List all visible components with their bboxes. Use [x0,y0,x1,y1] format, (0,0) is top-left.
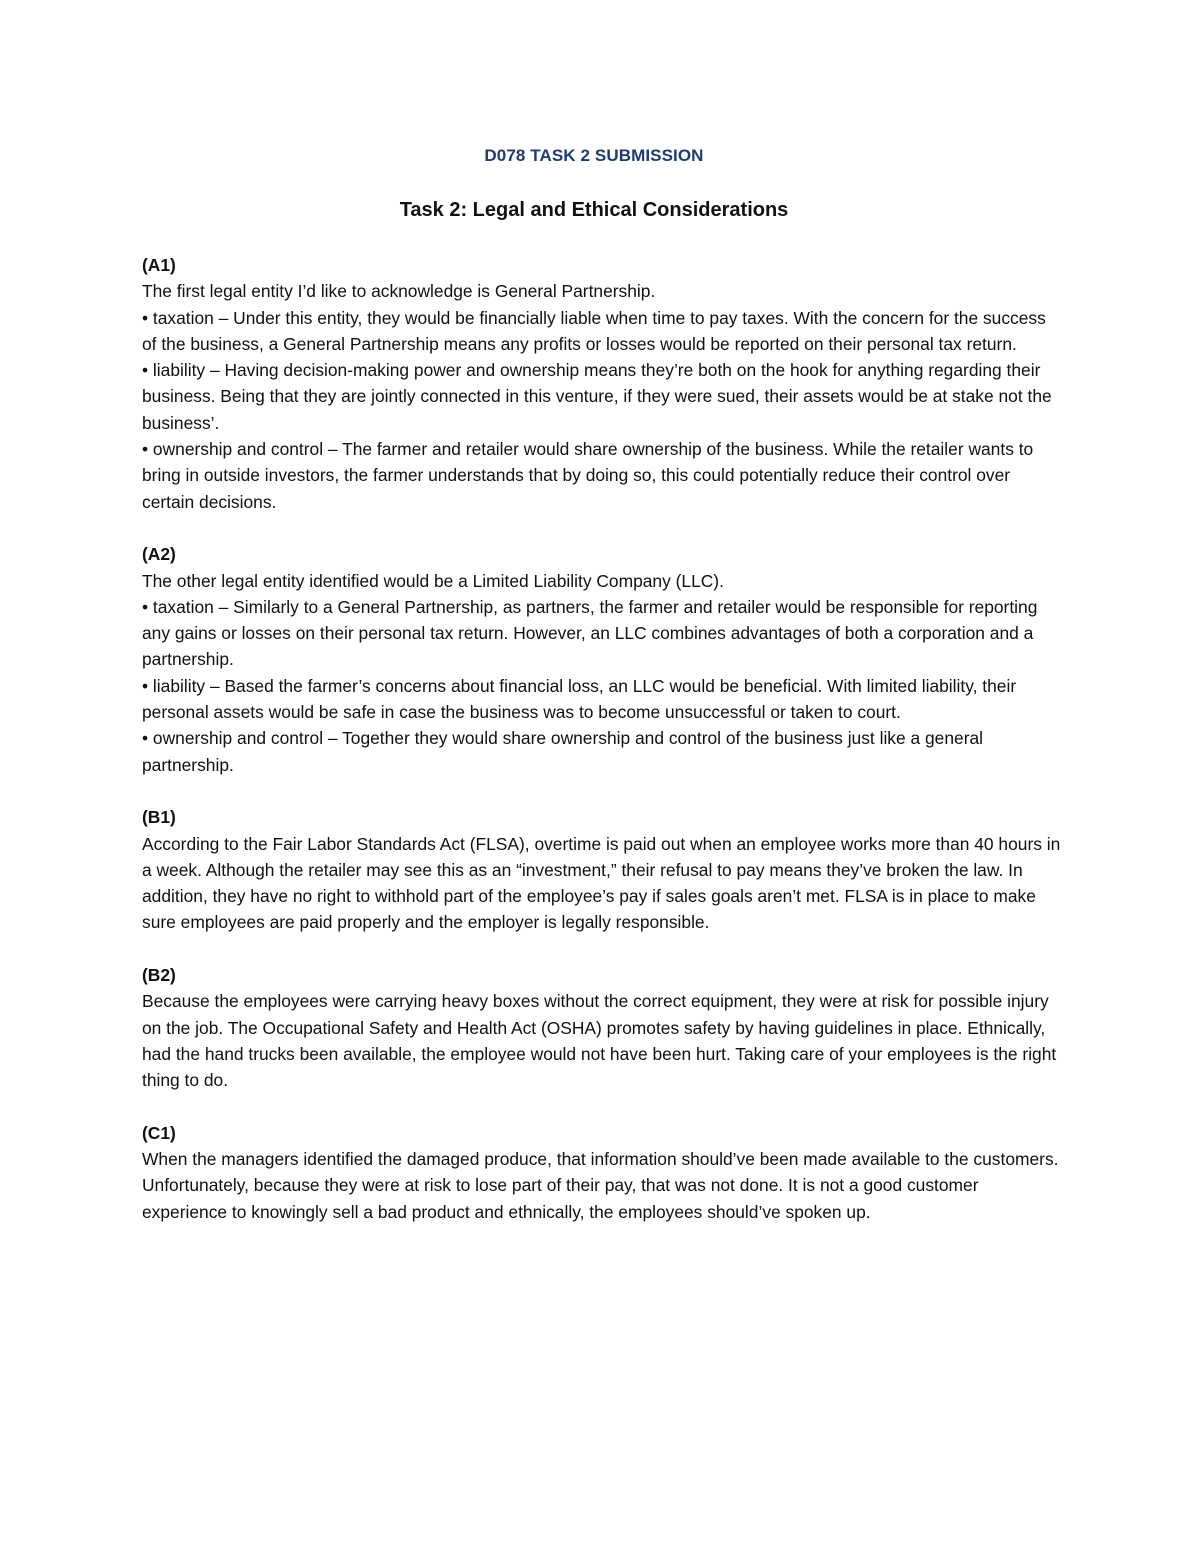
section-c1-label: (C1) [142,1122,176,1143]
bullet-icon: • [142,596,153,617]
section-b1 [142,804,1062,935]
bullet-text: ownership and control – The farmer and retailer would share ownership of the business. While the retailer wants to bring in outside investors, the farmer understands that by doing so, this could potentially reduce their control over certain decisions. [142,439,1034,512]
document-label: D078 TASK 2 SUBMISSION [484,146,704,165]
section-a2-bullet-taxation [142,594,1062,673]
section-b1-text: According to the Fair Labor Standards Act (FLSA), overtime is paid out when an employee works more than 40 hours in a week. Although the retailer may see this as an “investment,” their refusal to pay means they’ve broken the law. In addition, they have no right to withhold part of the employee’s pay if sales goals aren’t met. FLSA is in place to make sure employees are paid properly and the employer is legally responsible. [142,833,1061,933]
bullet-text: liability – Based the farmer’s concerns about financial loss, an LLC would be beneficial. With limited liability, their personal assets would be safe in case the business was to become unsuccessful or taken to court. [142,675,1017,723]
bullet-icon: • [142,728,153,749]
section-a1-bullet-liability [142,357,1062,436]
bullet-text: taxation – Under this entity, they would be financially liable when time to pay taxes. With the concern for the success of the business, a General Partnership means any profits or losses would be reported on their personal tax return. [142,307,1046,354]
bullet-icon: • [142,307,153,328]
bullet-text: ownership and control – Together they would share ownership and control of the business just like a general partnership. [142,728,984,775]
bullet-icon: • [142,675,153,696]
document-title: Task 2: Legal and Ethical Considerations [399,199,789,221]
section-a1-label: (A1) [142,255,176,275]
section-b2-text: Because the employees were carrying heavy boxes without the correct equipment, they were at risk for possible injury on the job. The Occupational Safety and Health Act (OSHA) promotes safety by having guidelines in place. Ethnically, had the hand trucks been available, the employee would not have been hurt. Taking care of your employees is the right thing to do. [142,991,1057,1091]
section-c1-text: When the managers identified the damaged produce, that information should’ve been made available to the customers. Unfortunately, because they were at risk to lose part of their pay, that was not done. It is not a good customer experience to knowingly sell a bad product and ethnically, the employees should’ve spoken up. [142,1149,1059,1222]
bullet-icon: • [142,439,153,460]
section-a2-label: (A2) [142,544,176,565]
bullet-text: liability – Having decision-making power and ownership means they’re both on the hook for anything regarding their business. Being that they are jointly connected in this venture, if they were sued, their assets would be at stake not the business’. [142,360,1052,433]
section-c1 [142,1120,1062,1225]
bullet-icon: • [142,360,153,381]
bullet-text: taxation – Similarly to a General Partnership, as partners, the farmer and retailer would be responsible for reporting any gains or losses on their personal tax return. However, an LLC combines advantages of both a corporation and a partnership. [142,596,1038,670]
section-b2 [142,962,1062,1093]
section-b2-label: (B2) [142,965,176,986]
section-a2-bullet-ownership [142,725,1062,778]
section-a1 [142,252,1062,515]
section-a1-bullet-taxation [142,305,1062,358]
section-a1-intro: The first legal entity I’d like to acknowledge is General Partnership. [142,281,656,302]
document-body [142,252,1062,1251]
section-b1-label: (B1) [142,807,176,828]
section-a1-bullet-ownership [142,436,1062,515]
section-a2-bullet-liability [142,673,1062,726]
section-a2 [142,541,1062,778]
section-a2-intro: The other legal entity identified would be a Limited Liability Company (LLC). [142,570,724,591]
